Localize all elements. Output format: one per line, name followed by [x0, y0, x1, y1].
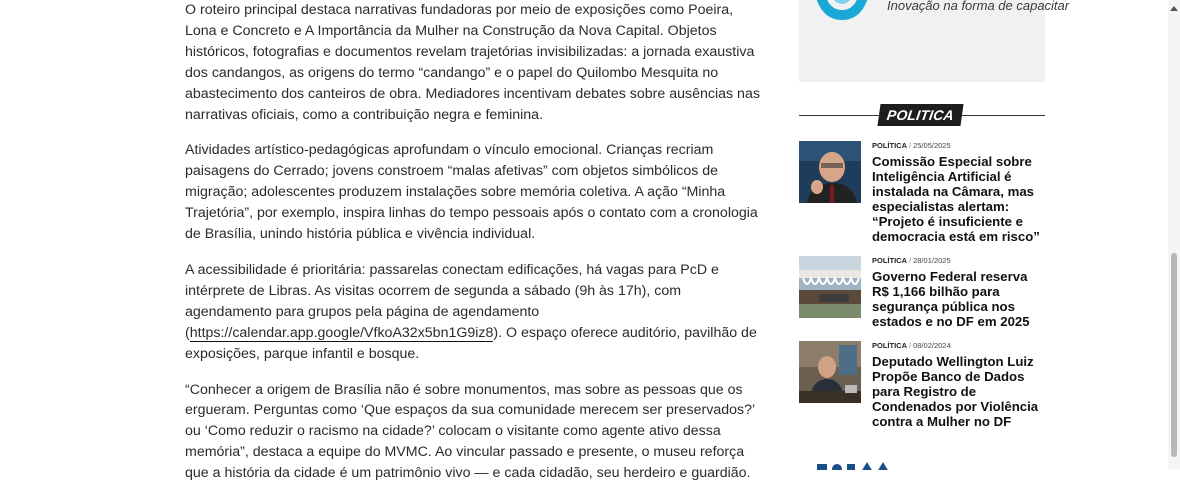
article-paragraph	[185, 260, 760, 365]
news-meta: POLÍTICA / 25/05/2025	[872, 141, 951, 150]
sidebar-ad[interactable]	[799, 0, 1070, 82]
paragraph-text: ). O espaço oferece auditório, pavilhão de exposições, parque infantil e bosque.	[185, 324, 757, 362]
news-thumbnail[interactable]	[799, 341, 861, 403]
article-paragraph: Atividades artístico-pedagógicas aprofundam o vínculo emocional. Crianças recriam paisagens do Cerrado; jovens constroem “malas afetivas” com objetos simbólicos de migração; adolescentes produzem instalações sobre memória coletiva. A ação “Minha Trajetória”, por exemplo, inspira linhas do tempo pessoais após o contato com a cronologia de Brasília, unindo história pública e vivência individual.	[185, 142, 758, 243]
news-date: 28/01/2025	[913, 256, 951, 265]
politician-photo-icon	[799, 341, 861, 403]
news-meta: POLÍTICA / 28/01/2025	[872, 256, 951, 265]
news-item[interactable]	[799, 341, 1049, 431]
article-body	[185, 0, 760, 499]
portrait-photo-icon	[799, 141, 861, 203]
brand-logo-icon	[812, 0, 872, 32]
ad-tagline: Inovação na forma de capacitar	[887, 0, 1070, 13]
building-photo-icon	[799, 256, 861, 318]
news-title[interactable]: Comissão Especial sobre Inteligência Artificial é instalada na Câmara, mas especialistas alertam: “Projeto é insuficiente e democracia está em risco”	[872, 154, 1040, 244]
news-date: 25/05/2025	[913, 141, 951, 150]
article-paragraph: O roteiro principal destaca narrativas fundadoras por meio de exposições como Poeira, Lona e Concreto e A Importância da Mulher na Construção da Nova Capital. Objetos históricos, fotografias e documentos revelam trajetórias invisibilizadas: a jornada exaustiva dos candangos, as origens do termo “candango” e o papel do Quilombo Mesquita no abastecimento dos canteiros de obra. Mediadores incentivam debates sobre ausências nas narrativas oficiais, como a contribuição negra e feminina.	[185, 2, 760, 123]
news-title[interactable]: Governo Federal reserva R$ 1,166 bilhão para segurança pública nos estados e no DF em 2025	[872, 269, 1030, 329]
news-category[interactable]: POLÍTICA	[872, 341, 907, 350]
article-paragraph: “Conhecer a origem de Brasília não é sobre monumentos, mas sobre as pessoas que os ergueram. Perguntas como ‘Que espaços da sua comunidade merecem ser preservados?’ ou ‘Como reduzir o racismo na cidade?’ colocam o visitante como agente ativo dessa memória”, destaca a equipe do MVMC. Ao vincular passado e presente, o museu reforça que a história da cidade é um patrimônio vivo — e cada cidadão, seu herdeiro e guardião.	[185, 381, 755, 482]
news-thumbnail[interactable]	[799, 256, 861, 318]
scheduling-link[interactable]: https://calendar.app.google/VfkoA32x5bn1G9iz8	[189, 324, 494, 341]
news-thumbnail[interactable]	[799, 141, 861, 203]
news-date: 08/02/2024	[913, 341, 951, 350]
paragraph-text: A acessibilidade é prioritária: passarelas conectam edificações, há vagas para PcD e intérprete de Libras. As visitas ocorrem de segunda a sábado (9h às 17h), com agendamento para grupos pela página de agendamento (	[185, 261, 719, 341]
scroll-up-arrow-icon[interactable]	[1170, 6, 1178, 11]
news-category[interactable]: POLÍTICA	[872, 141, 907, 150]
section-label: POLITICA	[877, 104, 963, 126]
news-title[interactable]: Deputado Wellington Luiz Propõe Banco de Dados para Registro de Condenados por Violência contra a Mulher no DF	[872, 354, 1039, 429]
news-item[interactable]	[799, 141, 1049, 244]
scrollbar-thumb[interactable]	[1171, 253, 1177, 457]
vertical-scrollbar[interactable]	[1168, 0, 1180, 469]
news-item[interactable]	[799, 256, 1049, 331]
news-category[interactable]: POLÍTICA	[872, 256, 907, 265]
section-header-politica	[799, 104, 1045, 126]
news-meta: POLÍTICA / 08/02/2024	[872, 341, 951, 350]
